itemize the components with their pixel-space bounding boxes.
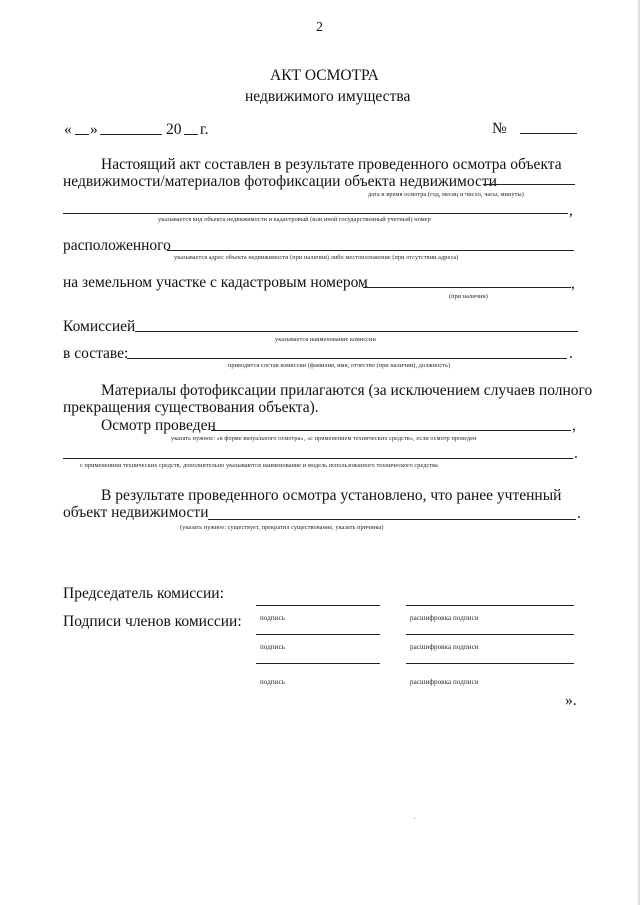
result-field[interactable] bbox=[208, 505, 576, 520]
signature-line-1[interactable] bbox=[256, 605, 380, 606]
photo-line-2: прекращения существования объекта). bbox=[63, 399, 319, 416]
address-field[interactable] bbox=[167, 236, 574, 251]
commission-caption: указывается наименование комиссии bbox=[275, 336, 376, 343]
closing-mark: ». bbox=[565, 692, 577, 709]
chairman-label: Председатель комиссии: bbox=[63, 585, 224, 602]
intro-line-1: Настоящий акт составлен в результате проведенного осмотра объекта bbox=[101, 156, 562, 173]
date-year-field[interactable] bbox=[184, 120, 198, 135]
commission-field[interactable] bbox=[135, 317, 578, 332]
act-number-label: № bbox=[492, 120, 507, 137]
act-title: АКТ ОСМОТРА bbox=[270, 67, 379, 84]
signature-line-2[interactable] bbox=[256, 634, 380, 635]
datetime-caption: дата и время осмотра (год, месяц и число, часы, минуты) bbox=[368, 191, 524, 198]
composition-caption: приводится состав комиссии (фамилия, имя, отчество (при наличии), должность) bbox=[228, 362, 451, 369]
members-label: Подписи членов комиссии: bbox=[63, 613, 242, 630]
object-comma: , bbox=[569, 202, 573, 219]
composition-period: . bbox=[569, 345, 573, 362]
inspection-method-field[interactable] bbox=[211, 416, 571, 431]
result-line-2: объект недвижимости bbox=[63, 504, 209, 521]
act-subtitle: недвижимого имущества bbox=[245, 88, 411, 105]
composition-label: в составе: bbox=[63, 345, 129, 362]
signature-decode-line-2[interactable] bbox=[406, 634, 574, 635]
page-number: 2 bbox=[316, 20, 323, 35]
signature-caption-1: подпись bbox=[260, 614, 286, 622]
address-caption: указывается адрес объекта недвижимости (при наличии) либо местоположение (при отсутствии адреса) bbox=[174, 254, 459, 261]
object-caption: указывается вид объекта недвижимости и кадастровый (или иной государственный учетный) номер bbox=[158, 216, 431, 223]
photo-line-1: Материалы фотофиксации прилагаются (за исключением случаев полного bbox=[101, 382, 593, 399]
scan-speck bbox=[414, 818, 415, 819]
signature-decode-caption-1: расшифровка подписи bbox=[410, 614, 479, 622]
date-close-quote: » bbox=[90, 121, 98, 138]
date-year-suffix: г. bbox=[200, 121, 209, 138]
cadastral-number-field[interactable] bbox=[363, 273, 571, 288]
signature-decode-caption-2: расшифровка подписи bbox=[410, 643, 479, 651]
result-period: . bbox=[577, 505, 581, 522]
signature-caption-3: подпись bbox=[260, 678, 286, 686]
date-day-field[interactable] bbox=[75, 120, 89, 135]
date-year-prefix: 20 bbox=[166, 121, 182, 138]
signature-decode-line-3[interactable] bbox=[406, 663, 574, 664]
inspection-label: Осмотр проведен bbox=[101, 417, 216, 434]
commission-label: Комиссией bbox=[63, 318, 136, 335]
land-plot-label: на земельном участке с кадастровым номером bbox=[63, 274, 368, 291]
result-line-1: В результате проведенного осмотра установлено, что ранее учтенный bbox=[101, 487, 562, 504]
datetime-field[interactable] bbox=[483, 170, 575, 185]
date-month-field[interactable] bbox=[100, 120, 162, 135]
date-open-quote: « bbox=[64, 121, 72, 138]
signature-caption-2: подпись bbox=[260, 643, 286, 651]
inspection-details-field[interactable] bbox=[63, 444, 573, 459]
composition-field[interactable] bbox=[127, 344, 567, 359]
signature-decode-caption-3: расшифровка подписи bbox=[410, 678, 479, 686]
located-label: расположенного bbox=[63, 237, 171, 254]
inspection-caption-2: с применением технических средств, дополнительно указываются наименование и модель использованного технического средства bbox=[80, 462, 438, 469]
object-field[interactable] bbox=[63, 199, 568, 214]
cadastral-caption: (при наличии) bbox=[449, 293, 488, 300]
signature-line-3[interactable] bbox=[256, 663, 380, 664]
intro-line-2: недвижимости/материалов фотофиксации объекта недвижимости bbox=[63, 173, 497, 190]
signature-decode-line-1[interactable] bbox=[406, 605, 574, 606]
act-number-field[interactable] bbox=[520, 119, 577, 134]
inspection-caption-1: указать нужное: «в форме визуального осмотра», «с применением технических средств», если осмотр проведен bbox=[171, 435, 477, 442]
cadastral-comma: , bbox=[571, 275, 575, 292]
inspection-comma: , bbox=[572, 417, 576, 434]
result-caption: (указать нужное: существует, прекратил существование, указать причины) bbox=[180, 524, 384, 531]
inspection-period: . bbox=[574, 445, 578, 462]
